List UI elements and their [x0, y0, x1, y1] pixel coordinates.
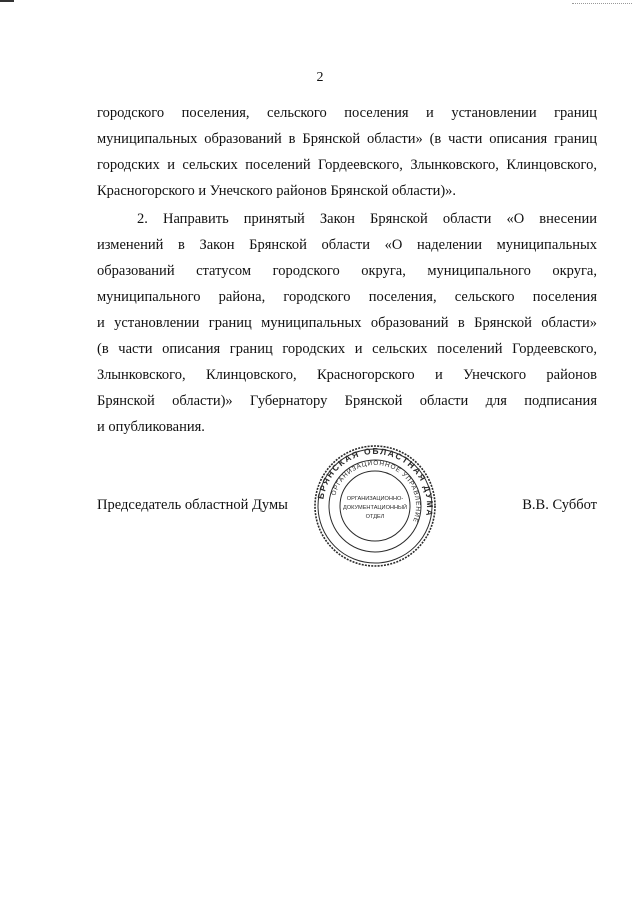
paragraph-line: муниципального района, городского поселения, сельского поселения: [97, 289, 597, 305]
svg-text:ОТДЕЛ: ОТДЕЛ: [365, 514, 385, 520]
scan-edge-dots: [572, 3, 632, 5]
paragraph-1: [97, 100, 597, 204]
svg-text:ОРГАНИЗАЦИОННОЕ УПРАВЛЕНИЕ: ОРГАНИЗАЦИОННОЕ УПРАВЛЕНИЕ: [330, 459, 422, 524]
svg-text:ДОКУМЕНТАЦИОННЫЙ: ДОКУМЕНТАЦИОННЫЙ: [343, 505, 407, 511]
paragraph-line: 2. Направить принятый Закон Брянской области «О внесении: [137, 211, 597, 227]
signer-name: В.В. Суббот: [522, 497, 597, 513]
paragraph-line: городских и сельских поселений Гордеевского, Злынковского, Клинцовского,: [97, 157, 597, 173]
official-seal-stamp: [313, 444, 437, 568]
paragraph-line: (в части описания границ городских и сельских поселений Гордеевского,: [97, 341, 597, 357]
paragraph-line: Злынковского, Клинцовского, Красногорского и Унечского районов: [97, 367, 597, 383]
paragraph-line: образований статусом городского округа, муниципального округа,: [97, 263, 597, 279]
scan-edge-mark: [0, 0, 14, 2]
paragraph-line: городского поселения, сельского поселения и установлении границ: [97, 105, 597, 121]
paragraph-line: изменений в Закон Брянской области «О наделении муниципальных: [97, 237, 597, 253]
paragraph-line: Брянской области)» Губернатору Брянской области для подписания: [97, 393, 597, 409]
signer-title: Председатель областной Думы: [97, 497, 288, 513]
paragraph-2: [97, 206, 597, 440]
paragraph-line: Красногорского и Унечского районов Брянской области)».: [97, 183, 457, 199]
paragraph-line: и установлении границ муниципальных образований в Брянской области»: [97, 315, 597, 331]
paragraph-line: муниципальных образований в Брянской области» (в части описания границ: [97, 131, 597, 147]
svg-text:БРЯНСКАЯ ОБЛАСТНАЯ ДУМА: БРЯНСКАЯ ОБЛАСТНАЯ ДУМА: [315, 445, 436, 519]
document-body: [97, 100, 597, 440]
svg-text:ОРГАНИЗАЦИОННО-: ОРГАНИЗАЦИОННО-: [346, 496, 404, 502]
page-number: 2: [316, 70, 324, 85]
paragraph-line: и опубликования.: [97, 419, 205, 435]
seal-graphic: [313, 444, 437, 568]
